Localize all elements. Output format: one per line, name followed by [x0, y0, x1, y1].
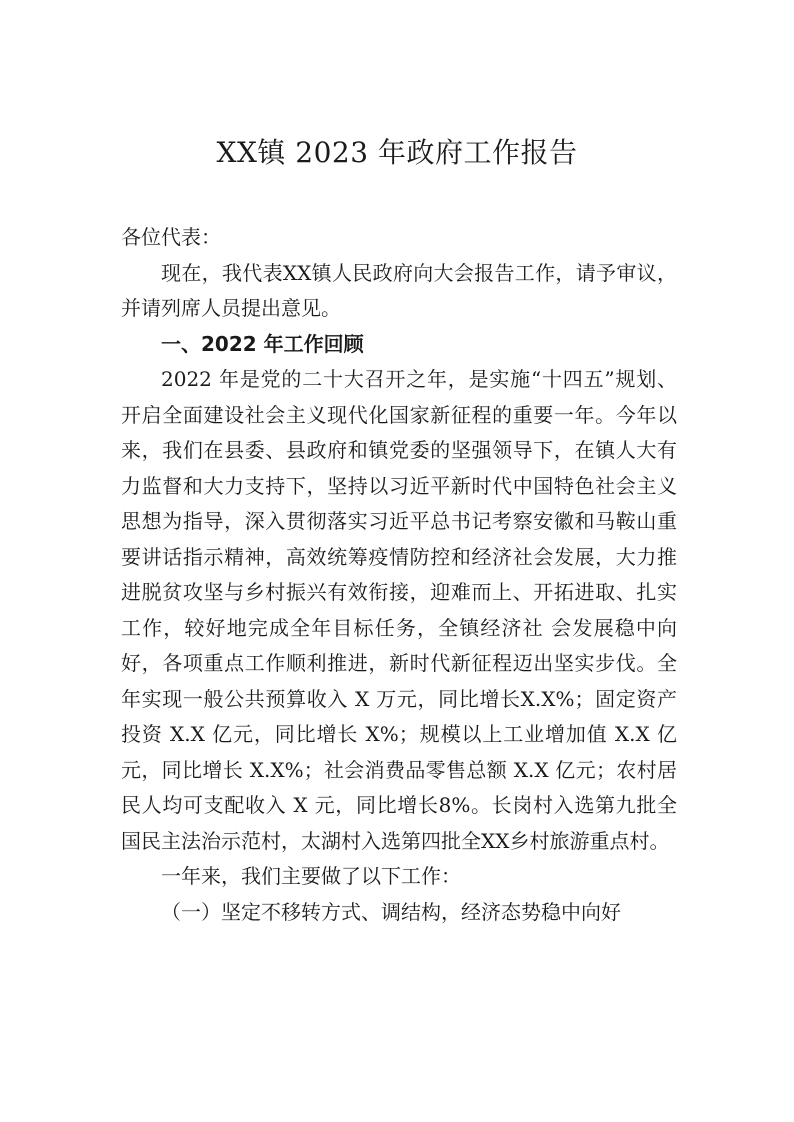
summary-line: 一年来，我们主要做了以下工作： [161, 864, 461, 888]
subsection-heading: （一）坚定不移转方式、调结构，经济态势稳中向好 [161, 899, 621, 924]
review-paragraph: 2022 年是党的二十大召开之年，是实施“十四五”规划、开启全面建设社会主义现代化国家新征程的重要一年。今年以来，我们在县委、县政府和镇党委的坚强领导下，在镇人大有力监督和大力支持下，坚持以习近平新时代中国特色社会主义思想为指导，深入贯彻落实习近平总书记考察安徽和马鞍山重要讲话指示精神，高效统筹疫情防控和经济社会发展，大力推进脱贫攻坚与乡村振兴有效衔接，迎难而上、开拓进取、扎实工作，较好地完成全年目标任务，全镇经济社 会发展稳中向好，各项重点工作顺利推进，新时代新征程迈出坚实步伐。全年实现一般公共预算收入 X 万元，同比增长X.X%；固定资产投资 X.X 亿元，同比增长 X%；规模以上工业增加值 X.X 亿元，同比增长 X.X%；社会消费品零售总额 X.X 亿元；农村居民人均可支配收入 X 元，同比增长8%。长岗村入选第九批全国民主法治示范村，太湖村入选第四批全XX乡村旅游重点村。 [121, 367, 677, 853]
salutation: 各位代表： [121, 225, 221, 249]
document-body [121, 220, 677, 930]
section-heading: 一、2022 年工作回顾 [161, 331, 364, 356]
document-title: XX镇 2023 年政府工作报告 [216, 136, 578, 169]
intro-paragraph: 现在，我代表XX镇人民政府向大会报告工作，请予审议，并请列席人员提出意见。 [121, 260, 677, 320]
